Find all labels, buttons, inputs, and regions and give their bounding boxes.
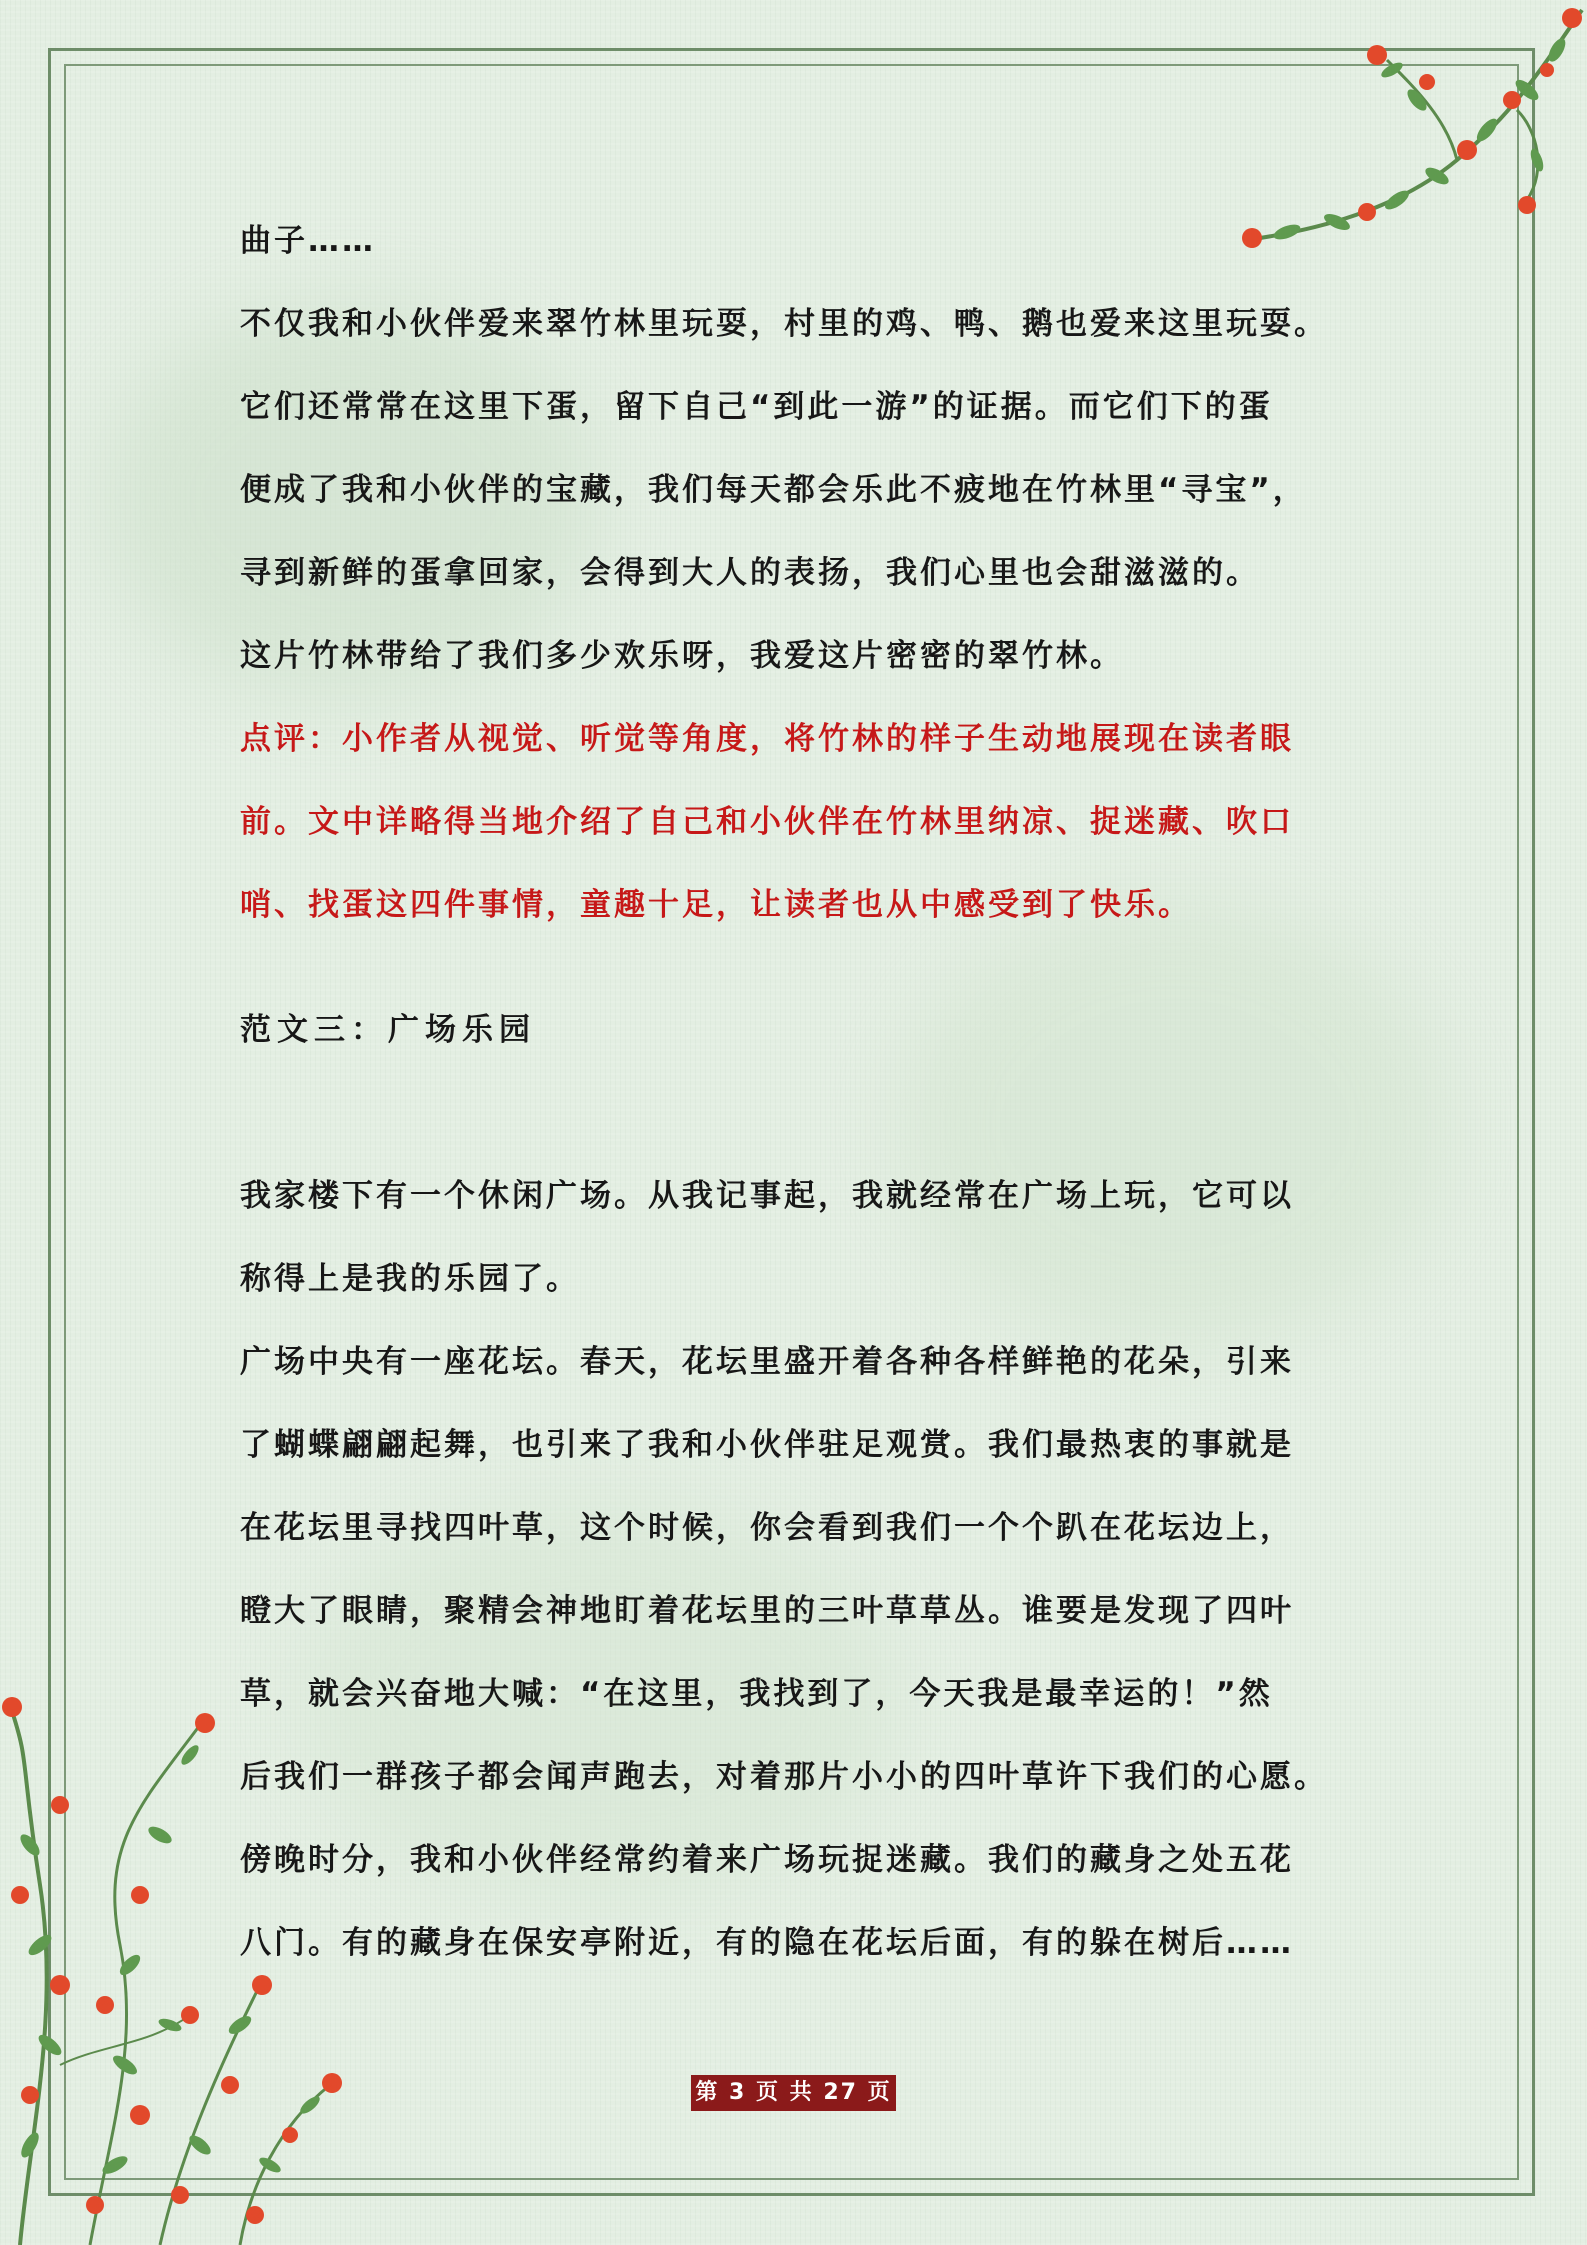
body-text-line: 傍晚时分，我和小伙伴经常约着来广场玩捉迷藏。我们的藏身之处五花	[240, 1842, 1294, 1878]
body-text-line: 后我们一群孩子都会闻声跑去，对着那片小小的四叶草许下我们的心愿。	[240, 1759, 1328, 1795]
body-paragraph	[240, 1819, 1370, 1985]
body-text-line: 这片竹林带给了我们多少欢乐呀，我爱这片密密的翠竹林。	[240, 638, 1124, 674]
paragraph-spacer	[240, 1072, 1370, 1155]
section-title-text: 范文三：广场乐园	[240, 1012, 536, 1048]
body-text-line: 广场中央有一座花坛。春天，花坛里盛开着各种各样鲜艳的花朵，引来	[240, 1344, 1294, 1380]
body-paragraph	[240, 200, 1370, 283]
document-body	[240, 200, 1370, 1985]
body-text-line: 在花坛里寻找四叶草，这个时候，你会看到我们一个个趴在花坛边上，	[240, 1510, 1294, 1546]
body-text-line: 不仅我和小伙伴爱来翠竹林里玩耍，村里的鸡、鸭、鹅也爱来这里玩耍。	[240, 306, 1328, 342]
body-text-line: 寻到新鲜的蛋拿回家，会得到大人的表扬，我们心里也会甜滋滋的。	[240, 555, 1260, 591]
section-title	[240, 989, 1370, 1072]
paragraph-spacer	[240, 947, 1370, 989]
body-paragraph	[240, 1155, 1370, 1321]
body-text-line: 称得上是我的乐园了。	[240, 1261, 580, 1297]
comment-text-line: 哨、找蛋这四件事情，童趣十足，让读者也从中感受到了快乐。	[240, 887, 1192, 923]
body-text-line: 便成了我和小伙伴的宝藏，我们每天都会乐此不疲地在竹林里“寻宝”，	[240, 472, 1307, 508]
body-text-line: 瞪大了眼睛，聚精会神地盯着花坛里的三叶草草丛。谁要是发现了四叶	[240, 1593, 1294, 1629]
review-comment	[240, 698, 1370, 947]
body-paragraph	[240, 1321, 1370, 1819]
comment-text-line: 点评：小作者从视觉、听觉等角度，将竹林的样子生动地展现在读者眼	[240, 721, 1294, 757]
body-paragraph	[240, 615, 1370, 698]
comment-text-line: 前。文中详略得当地介绍了自己和小伙伴在竹林里纳凉、捉迷藏、吹口	[240, 804, 1294, 840]
body-paragraph	[240, 283, 1370, 615]
page-indicator: 第 3 页 共 27 页	[691, 2075, 896, 2111]
body-text-line: 了蝴蝶翩翩起舞，也引来了我和小伙伴驻足观赏。我们最热衷的事就是	[240, 1427, 1294, 1463]
body-text-line: 草，就会兴奋地大喊：“在这里，我找到了，今天我是最幸运的！”然	[240, 1676, 1273, 1712]
body-text-line: 曲子……	[240, 223, 376, 259]
body-text-line: 八门。有的藏身在保安亭附近，有的隐在花坛后面，有的躲在树后……	[240, 1925, 1294, 1961]
body-text-line: 它们还常常在这里下蛋，留下自己“到此一游”的证据。而它们下的蛋	[240, 389, 1273, 425]
body-text-line: 我家楼下有一个休闲广场。从我记事起，我就经常在广场上玩，它可以	[240, 1178, 1294, 1214]
